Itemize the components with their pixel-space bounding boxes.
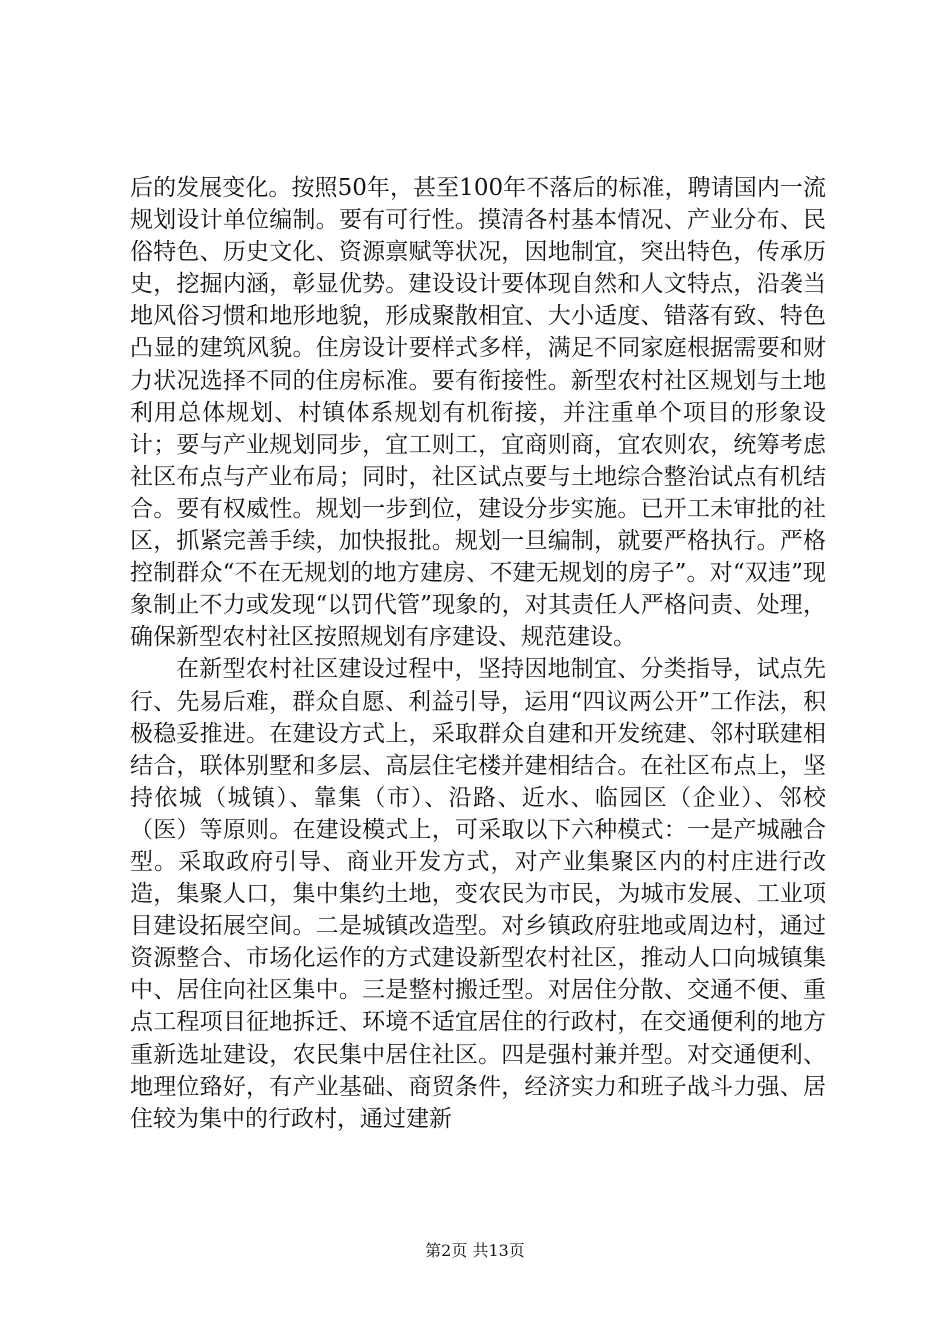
paragraph-continuation: 后的发展变化。按照50年，甚至100年不落后的标准，聘请国内一流规划设计单位编制。要有可行性。摸清各村基本情况、产业分布、民俗特色、历史文化、资源禀赋等状况，因地制宜，突出特色，传承历史，挖掘内涵，彰显优势。建设设计要体现自然和人文特点，沿袭当地风俗习惯和地形地貌，形成聚散相宜、大小适度、错落有致、特色凸显的建筑风貌。住房设计要样式多样，满足不同家庭根据需要和财力状况选择不同的住房标准。要有衔接性。新型农村社区规划与土地利用总体规划、村镇体系规划有机衔接，并注重单个项目的形象设计；要与产业规划同步，宜工则工，宜商则商，宜农则农，统筹考虑社区布点与产业布局；同时，社区试点要与土地综合整治试点有机结合。要有权威性。规划一步到位，建设分步实施。已开工未审批的社区，抓紧完善手续，加快报批。规划一旦编制，就要严格执行。严格控制群众“不在无规划的地方建房、不建无规划的房子”。对“双违”现象制止不力或发现“以罚代管”现象的，对其责任人严格问责、处理，确保新型农村社区按照规划有序建设、规范建设。: [130, 175, 826, 651]
paragraph-construction-modes: 在新型农村社区建设过程中，坚持因地制宜、分类指导，试点先行、先易后难，群众自愿、利益引导，运用“四议两公开”工作法，积极稳妥推进。在建设方式上，采取群众自建和开发统建、邻村联建相结合，联体别墅和多层、高层住宅楼并建相结合。在社区布点上，坚持依城（城镇）、靠集（市）、沿路、近水、临园区（企业）、邻校（医）等原则。在建设模式上，可采取以下六种模式：一是产城融合型。采取政府引导、商业开发方式，对产业集聚区内的村庄进行改造，集聚人口，集中集约土地，变农民为市民，为城市发展、工业项目建设拓展空间。二是城镇改造型。对乡镇政府驻地或周边村，通过资源整合、市场化运作的方式建设新型农村社区，推动人口向城镇集中、居住向社区集中。三是整村搬迁型。对居住分散、交通不便、重点工程项目征地拆迁、环境不适宜居住的行政村，在交通便利的地方重新选址建设，农民集中居住社区。四是强村兼并型。对交通便利、地理位臵好，有产业基础、商贸条件，经济实力和班子战斗力强、居住较为集中的行政村，通过建新: [130, 656, 826, 1132]
document-body: [130, 172, 826, 1135]
page-number-footer: 第2页 共13页: [425, 1241, 525, 1260]
